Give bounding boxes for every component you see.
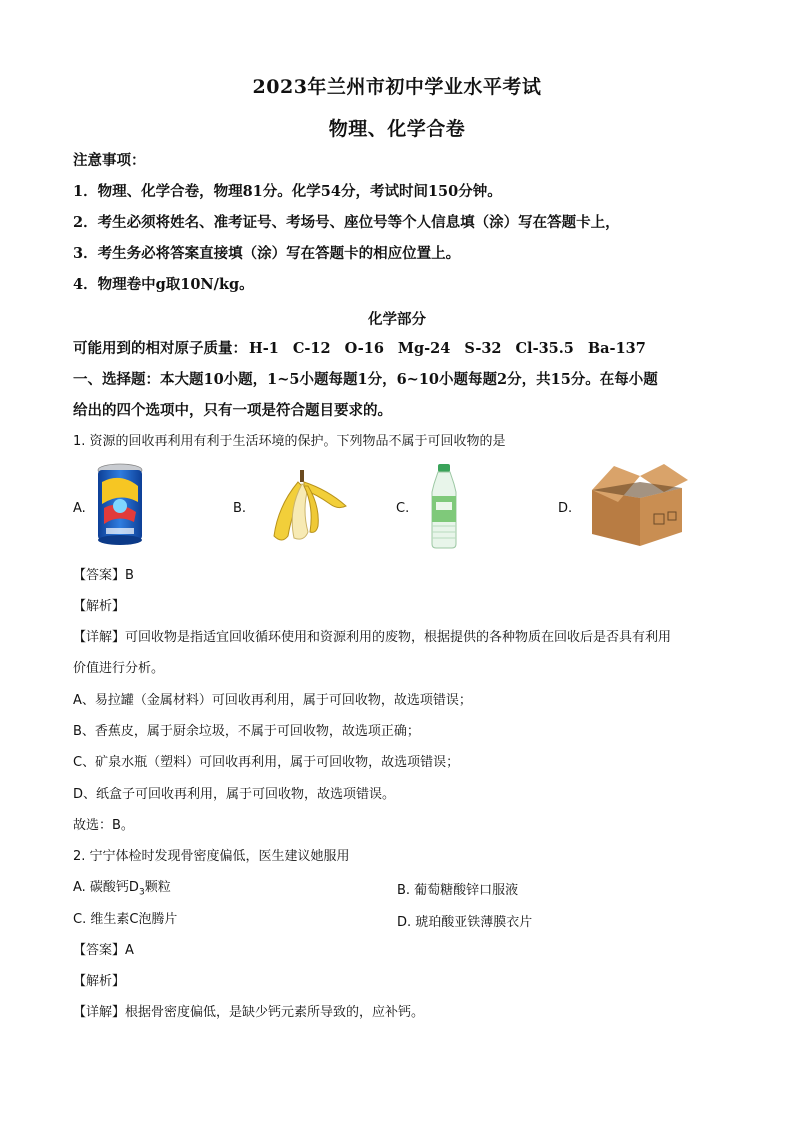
atomic-mass: Cl-35.5 (515, 340, 574, 357)
q2-option-d: D. 琥珀酸亚铁薄膜衣片 (397, 915, 533, 930)
note-item-3: 3．考生务必将答案直接填（涂）写在答题卡的相应位置上。 (73, 245, 461, 262)
atomic-mass: O-16 (344, 340, 384, 357)
q2-option-a-subscript: 3 (138, 887, 145, 898)
q2-detail (73, 1004, 424, 1022)
note-item-4: 4．物理卷中g取10N/kg。 (73, 276, 254, 293)
soda-can-icon (94, 462, 146, 548)
q1-stem: 1. 资源的回收再利用有利于生活环境的保护。下列物品不属于可回收物的是 (73, 434, 506, 449)
cardboard-box-icon (584, 462, 690, 548)
note-item-2: 2．考生必须将姓名、准考证号、考场号、座位号等个人信息填（涂）写在答题卡上， (73, 214, 620, 231)
banana-peel-icon (258, 466, 352, 546)
q2-analysis-tag: 【解析】 (73, 974, 126, 989)
q1-detail-1 (73, 629, 671, 647)
detail-tag: 【详解】 (73, 1005, 126, 1020)
detail-tag: 【详解】 (73, 630, 126, 645)
atomic-mass: Ba-137 (587, 340, 646, 357)
q1-detail-2: 价值进行分析。 (73, 661, 165, 676)
q1-explanation-d: D、纸盒子可回收再利用，属于可回收物，故选项错误。 (73, 787, 396, 802)
section-instructions-2: 给出的四个选项中，只有一项是符合题目要求的。 (73, 402, 392, 419)
notes-heading: 注意事项： (73, 152, 146, 169)
q1-analysis-tag: 【解析】 (73, 599, 126, 614)
q2-stem: 2. 宁宁体检时发现骨密度偏低，医生建议她服用 (73, 849, 350, 864)
q1-explanation-b: B、香蕉皮，属于厨余垃圾，不属于可回收物，故选项正确； (73, 724, 420, 739)
atomic-mass: H-1 (249, 340, 279, 357)
atomic-label: 可能用到的相对原子质量： (73, 340, 247, 357)
detail-text: 根据骨密度偏低，是缺少钙元素所导致的，应补钙。 (125, 1005, 425, 1020)
detail-text: 可回收物是指适宜回收循环使用和资源利用的废物，根据提供的各种物质在回收后是否具有利用 (125, 630, 672, 645)
q2-answer (73, 942, 134, 960)
atomic-masses (73, 340, 660, 358)
q2-option-a-text: A. 碳酸钙D (73, 880, 139, 895)
q1-option-c-label: C. (396, 501, 410, 516)
answer-tag: 【答案】 (73, 943, 126, 958)
section-title: 化学部分 (368, 311, 426, 328)
q1-option-b-label: B. (233, 501, 247, 516)
section-instructions-1: 一、选择题：本大题10小题，1~5小题每题1分，6~10小题每题2分，共15分。在每小题 (73, 371, 658, 388)
note-item-1: 1．物理、化学合卷，物理81分。化学54分，考试时间150分钟。 (73, 183, 502, 200)
q1-option-a-label: A. (73, 501, 86, 516)
q1-explanation-c: C、矿泉水瓶（塑料）可回收再利用，属于可回收物，故选项错误； (73, 755, 460, 770)
answer-value: B (125, 568, 134, 583)
q1-conclusion: 故选：B。 (73, 818, 134, 833)
exam-subtitle: 物理、化学合卷 (328, 118, 466, 140)
q2-option-a (73, 879, 171, 902)
atomic-mass: S-32 (464, 340, 502, 357)
q2-option-b: B. 葡萄糖酸锌口服液 (397, 883, 519, 898)
atomic-mass: C-12 (292, 340, 331, 357)
water-bottle-icon (424, 462, 464, 550)
q1-option-d-label: D. (558, 501, 573, 516)
q2-option-c: C. 维生素C泡腾片 (73, 912, 178, 927)
answer-tag: 【答案】 (73, 568, 126, 583)
exam-title: 2023年兰州市初中学业水平考试 (252, 76, 542, 98)
q1-answer (73, 567, 134, 585)
q1-explanation-a: A、易拉罐（金属材料）可回收再利用，属于可回收物，故选项错误； (73, 693, 472, 708)
q2-option-a-suffix: 颗粒 (144, 880, 171, 895)
atomic-mass: Mg-24 (397, 340, 451, 357)
answer-value: A (125, 943, 134, 958)
